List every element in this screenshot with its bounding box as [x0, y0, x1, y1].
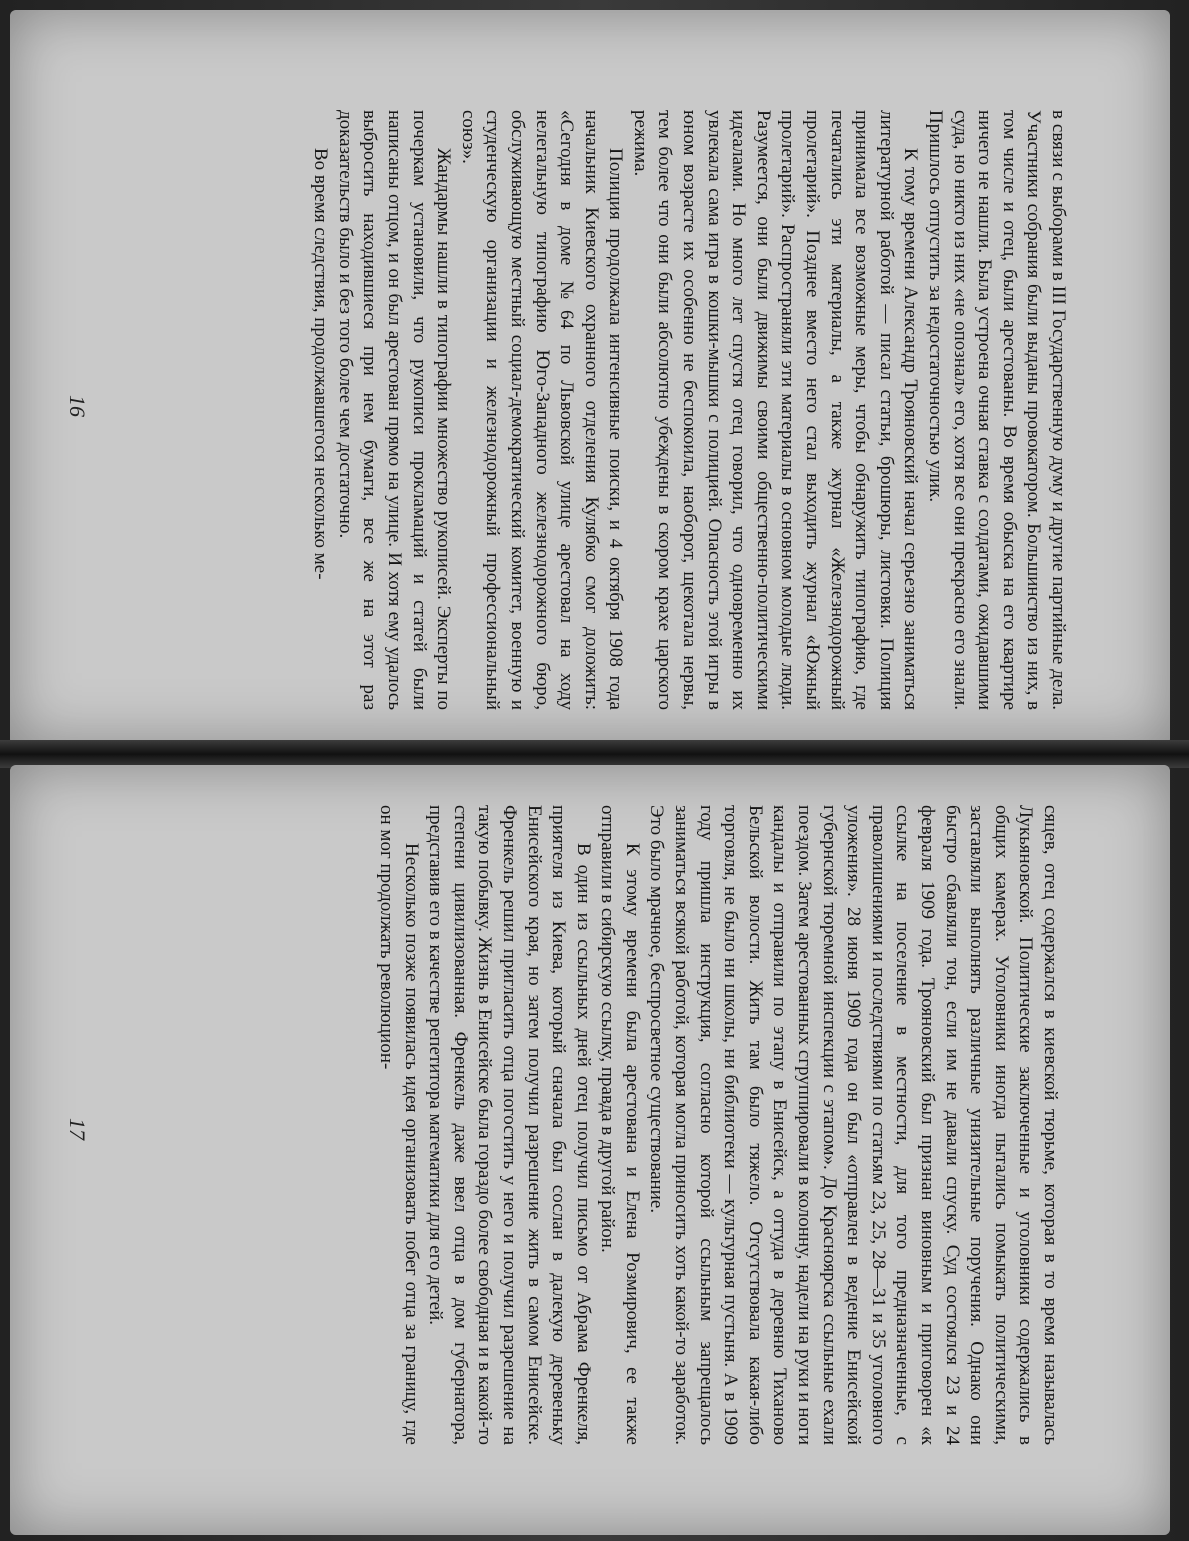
- left-page-text: [308, 110, 1070, 710]
- page-number-left: 16: [65, 395, 90, 417]
- paragraph: сяцев, отец содержался в киевской тюрьме, которая в то время называлась Лукьяновской. Политические заключенные и уголовники содержались в общих камерах. Уголовники иногда пытались помыкать политическими, заставляли выполнять различные унизительные поручения. Однако они быстро сбавляли тон, если им не давали спуску. Суд состоялся 23 и 24 февраля 1909 года. Трояновский был признан виновным и приговорен «к ссылке на поселение в местности, для того предназначенные, с праволишениями и последствиями по статьям 23, 25, 28—31 и 35 уголовного уложения». 28 июня 1909 года он был «отправлен в ведение Енисейской губернской тюремной инспекции с этапом». До Красноярска ссыльные ехали поездом. Затем арестованных сгруппировали в колонну, надели на руки и ноги кандалы и отправили по этапу в Енисейск, а оттуда в деревню Тиханово Бельской волости. Жить там было тяжело. Отсутствовала какая-либо торговля, не было ни школы, ни библиотеки — культурная пустыня. А в 1909 году пришла инструкция, согласно которой ссыльным запрещалось заниматься всякой работой, которая могла приносить хоть какой-то заработок. Это было мрачное, беспросветное существование.: [646, 805, 1061, 1445]
- paragraph: К тому времени Александр Трояновский начал серьезно заниматься литературной работой — писал статьи, брошюры, листовки. Полиция принимала все возможные меры, чтобы обнаружить типографию, где печатались эти материалы, а также журнал «Железнодорожный пролетарий». Позднее вместо него стал выходить журнал «Южный пролетарий». Распространяли эти материалы в основном молодые люди. Разумеется, они были движимы своими общественно-политическими идеалами. Но много лет спустя отец говорил, что одновременно их увлекала сама игра в кошки-мышки с полицией. Опасность этой игры в юном возрасте их особенно не беспокоила, наоборот, щекотала нервы, тем более что они были абсолютно убеждены в скором крахе царского режима.: [629, 110, 922, 710]
- book-spine: [0, 740, 1189, 768]
- paragraph: Несколько позже появилась идея организовать побег отца за границу, где он мог продолжать революцион-: [375, 805, 422, 1445]
- paragraph: Жандармы нашли в типографии множество рукописей. Эксперты по почеркам установили, что рукописи прокламаций и статей были написаны отцом, и он был арестован прямо на улице. И хотя ему удалось выбросить находившиеся при нем бумаги, все же на этот раз доказательств было и без того более чем достаточно.: [334, 110, 455, 710]
- paragraph: в связи с выборами в III Государственную думу и другие партийные дела. Участники собрания были выданы провокатором. Большинство из них, в том числе и отец, были арестованы. Во время обыска на его квартире ничего не нашли. Была устроена очная ставка с солдатами, ожидавшими суда, но никто из них «не опознал» его, хотя все они прекрасно его знали. Пришлось отпустить за недостаточностью улик.: [925, 110, 1069, 710]
- page-number-right: 17: [65, 1118, 90, 1140]
- paragraph: В один из ссыльных дней отец получил письмо от Абрама Френкеля, приятеля из Киева, который сначала был сослан в далекую деревеньку Енисейского края, но затем получил разрешение жить в самом Енисейске. Френкель решил пригласить отца погостить у него и получил разрешение на такую побывку. Жизнь в Енисейске была гораздо более свободная и в какой-то степени цивилизованная. Френкель даже ввел отца в дом губернатора, представив его в качестве репетитора математики для его детей.: [425, 805, 594, 1445]
- right-page-text: [373, 805, 1062, 1445]
- paragraph: Полиция продолжала интенсивные поиски, и 4 октября 1908 года начальник Киевского охранного отделения Кулябко смог доложить: «Сегодня в доме №64 по Львовской улице арестовал на ходу нелегальную типографию Юго-Западного железнодорожного бюро, обслуживающую местный социал-демократический комитет, военную и студенческую организации и железнодорожный профессиональный союз».: [457, 110, 627, 710]
- paragraph: Во время следствия, продолжавшегося несколько ме-: [310, 148, 332, 580]
- paragraph: К этому времени была арестована и Елена Розмирович, ее также отправили в сибирскую ссылку, правда в другой район.: [597, 805, 643, 1445]
